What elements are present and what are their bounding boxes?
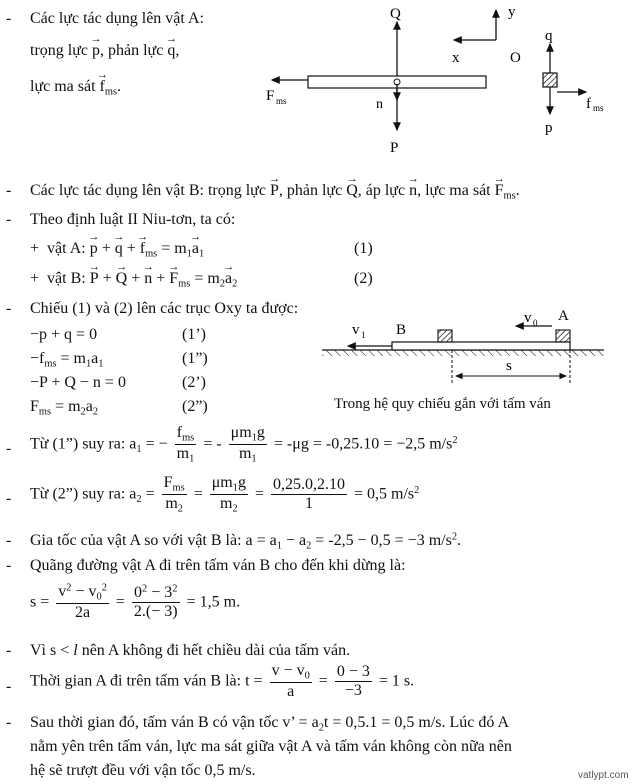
board-caption: Trong hệ quy chiếu gắn với tấm ván bbox=[334, 396, 551, 412]
block-a-final bbox=[438, 330, 452, 342]
block-a-initial bbox=[556, 330, 570, 342]
vector-P: → P bbox=[270, 182, 279, 200]
bullet: - bbox=[6, 532, 12, 549]
final-line1: Sau thời gian đó, tấm ván B có vận tốc v’ = $a_2t = 0,5.1 = 0,5$ m/s. Lúc đó A bbox=[30, 714, 510, 734]
newton-intro: Theo định luật II Niu-tơn, ta có: bbox=[30, 211, 236, 228]
label-v0-sub: 0 bbox=[533, 318, 538, 328]
bullet: - bbox=[6, 678, 12, 695]
equation-a1: Từ (1”) suy ra: $a_1$ = − $\frac{f_{ms}}{m_1}$ = - $\frac{\mu m_1g}{m_1}$ = -μg = -0,25.10 = −2,5 $m/s^2$ bbox=[30, 424, 458, 465]
vector-f: → f bbox=[100, 78, 105, 96]
compare-line: Vì s < l nên A không đi hết chiều dài của tấm ván. bbox=[30, 642, 351, 659]
board-diagram bbox=[318, 300, 608, 400]
label-f-ms: ms bbox=[593, 103, 604, 113]
newton-eq-a: + vật A: → p + → q + → $f_{ms} = m_1\to a_1$ bbox=[30, 240, 204, 260]
equation-a2: Từ (2”) suy ra: $a_2$ = $\frac{F_{ms}}{m_2}$ = $\frac{\mu m_1g}{m_2}$ = $\frac{0,25.0,2.10}{1}$ = 0,5 $m/s^2$ bbox=[30, 474, 420, 515]
bullet: - bbox=[6, 714, 12, 731]
label-B: B bbox=[396, 322, 407, 338]
eq-number-1: (1) bbox=[354, 240, 373, 257]
label-q: q bbox=[545, 28, 553, 44]
bullet: - bbox=[6, 300, 12, 317]
ground-hatch bbox=[322, 350, 604, 356]
forces-a-line2: trọng lực → p, phản lực → q, bbox=[30, 42, 179, 60]
bullet: - bbox=[6, 490, 12, 507]
vector-n: → n bbox=[409, 182, 417, 200]
label-F: F bbox=[266, 88, 275, 104]
label-F-ms: ms bbox=[276, 96, 287, 106]
vector-F: → F bbox=[495, 182, 504, 200]
watermark: vatlypt.com bbox=[578, 770, 629, 781]
bullet: - bbox=[6, 182, 12, 199]
forces-b-line: Các lực tác dụng lên vật B: trọng lực → P, phản lực → Q, áp lực → n, lực ma sát → $F_{ms}$. bbox=[30, 182, 520, 202]
board-b bbox=[392, 342, 570, 350]
origin-label: O bbox=[510, 50, 521, 66]
bullet: - bbox=[6, 440, 12, 457]
label-f: f bbox=[586, 96, 591, 112]
projection-row-4: $F_{ms} = m_2a_2$ bbox=[30, 398, 99, 418]
bullet: - bbox=[6, 642, 12, 659]
vector-Q: → Q bbox=[346, 182, 358, 200]
relative-acceleration: Gia tốc của vật A so với vật B là: $a = a_1 - a_2 = -2,5 - 0,5 = -3$ $m/s^2$. bbox=[30, 531, 462, 552]
label-A: A bbox=[558, 308, 569, 324]
vector-q: → q bbox=[167, 42, 175, 60]
force-diagram-a bbox=[440, 0, 640, 150]
forces-a-line3: lực ma sát → $f_{ms}$. bbox=[30, 78, 121, 98]
label-v1: v bbox=[352, 322, 360, 338]
block-a bbox=[543, 73, 557, 87]
projection-row-1: −p + q = 0 bbox=[30, 326, 98, 343]
eq-number-1b: (1”) bbox=[182, 350, 208, 367]
final-line2: nằm yên trên tấm ván, lực ma sát giữa vật A và tấm ván không còn nữa nên bbox=[30, 738, 512, 755]
fraction-mum1g-m1: $\frac{\mu m_1g}{m_1}$ bbox=[230, 424, 265, 465]
newton-eq-b: + vật B: → P + → Q + → n + → $F_{ms} = m_2\to a_2$ bbox=[30, 270, 237, 290]
projection-row-2: $-f_{ms} = m_1a_1$ bbox=[30, 350, 104, 370]
eq-number-2: (2) bbox=[354, 270, 373, 287]
vector-p: → p bbox=[92, 42, 100, 60]
fraction-fms-m1: $\frac{f_{ms}}{m_1}$ bbox=[176, 424, 195, 465]
projection-intro: Chiếu (1) và (2) lên các trục Oxy ta được: bbox=[30, 300, 299, 317]
projection-row-3: −P + Q − n = 0 bbox=[30, 374, 126, 391]
eq-number-2b: (2”) bbox=[182, 398, 208, 415]
label-p: p bbox=[545, 120, 553, 136]
label-v1-sub: 1 bbox=[361, 330, 366, 340]
forces-a-line1: Các lực tác dụng lên vật A: bbox=[30, 10, 204, 27]
label-n: n bbox=[376, 97, 383, 112]
distance-intro: Quãng đường vật A đi trên tấm ván B cho đến khi dừng là: bbox=[30, 557, 406, 574]
label-s: s bbox=[506, 358, 512, 374]
axis-y-label: y bbox=[508, 4, 516, 20]
bullet: - bbox=[6, 557, 12, 574]
label-Q: Q bbox=[390, 6, 401, 22]
label-P: P bbox=[390, 140, 399, 156]
distance-equation: s = $\frac{v^2 - v_0^2}{2a}$ = $\frac{0^2 - 3^2}{2.(- 3)}$ = 1,5 m. bbox=[30, 582, 241, 622]
final-line3: hệ sẽ trượt đều với vận tốc 0,5 m/s. bbox=[30, 762, 256, 779]
time-equation: Thời gian A đi trên tấm ván B là: t = $\frac{v - v_0}{a}$ = $\frac{0 - 3}{-3}$ = 1 s. bbox=[30, 662, 415, 701]
eq-number-1a: (1’) bbox=[182, 326, 206, 343]
bullet: - bbox=[6, 211, 12, 228]
axis-x-label: x bbox=[452, 50, 460, 66]
label-v0: v bbox=[524, 310, 532, 326]
bullet: - bbox=[6, 10, 12, 27]
eq-number-2a: (2’) bbox=[182, 374, 206, 391]
